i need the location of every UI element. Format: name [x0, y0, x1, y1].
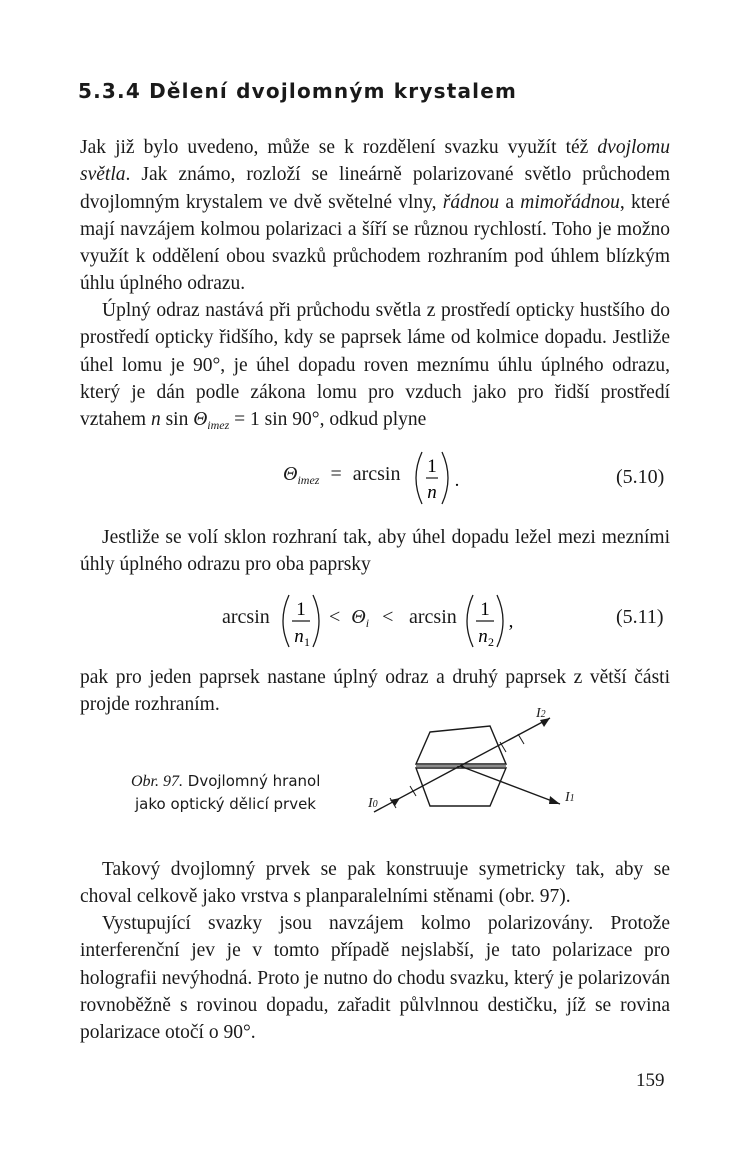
figure-prism-diagram: [360, 700, 610, 830]
equation-5-10-label: (5.10): [616, 466, 665, 488]
eq-5-11-numerator-1: 1: [296, 599, 306, 620]
lower-prism: [416, 768, 506, 806]
beam-i2: [460, 718, 550, 766]
eq-5-10-numerator: 1: [427, 456, 437, 477]
equation-5-11-fraction-1: [279, 591, 321, 651]
incident-beam: [374, 766, 460, 812]
eq-5-11-denominator-2-sub: 2: [488, 635, 494, 649]
paragraph-4: pak pro jeden paprsek nastane úplný odraz a druhý paprsek z větší části projde rozhraním.: [80, 667, 670, 716]
equation-5-11-fraction-2: [463, 591, 518, 651]
paragraph-3: Jestliže se volí sklon rozhraní tak, aby úhel dopadu ležel mezi mezními úhly úplného odrazu pro oba paprsky: [80, 527, 670, 576]
eq-5-11-numerator-2: 1: [480, 599, 490, 620]
upper-prism: [416, 726, 506, 764]
beam-i1: [460, 766, 560, 804]
page-number: 159: [636, 1070, 665, 1091]
eq-5-11-denominator-2: n: [478, 626, 488, 647]
eq-5-11-denominator-1: n: [294, 626, 304, 647]
figure-caption: Obr. 97. Dvojlomný hranol jako optický dělicí prvek: [131, 772, 321, 813]
paragraph-6: Vystupující svazky jsou navzájem kolmo polarizovány. Protože interferenční jev je v tomto případě nejslabší, je tato polarizace pro holografii nevýhodná. Proto je nutno do chodu svazku, který je polarizován rovnoběžně s rovinou dopadu, zařadit půlvlnnou destičku, jíž se rovina polarizace otočí o 90°.: [80, 913, 670, 1044]
equation-5-11-func-1: arcsin: [222, 606, 270, 628]
equation-5-11-func-2: arcsin: [409, 606, 457, 628]
paragraph-1: Jak již bylo uvedeno, může se k rozdělení svazku využít též dvojlomu světla. Jak známo, rozloží se lineárně polarizované světlo průchodem dvojlomným krystalem ve dvě světelné vlny, řádnou a mimořádnou, které mají navzájem kolmou polarizaci a šíří se různou rychlostí. Toho je možno využít k oddělení obou svazků průchodem rozhraním pod úhlem blízkým úhlu úplného odrazu.: [80, 137, 670, 295]
eq-5-10-denominator: n: [427, 482, 437, 503]
eq-5-11-comma: ,: [508, 611, 514, 632]
equation-5-11-label: (5.11): [616, 606, 664, 628]
eq-5-11-denominator-1-sub: 1: [304, 635, 310, 649]
arrowhead-i1: [549, 796, 560, 804]
equation-5-10: $\Theta_{imez} = \arcsin$: [283, 463, 401, 487]
eq-5-10-dot: .: [454, 470, 460, 491]
label-i0: I0: [368, 796, 378, 811]
paragraph-2: Úplný odraz nastává při průchodu světla z prostředí opticky hustšího do prostředí opticky řidšího, kdy se paprsek láme od kolmice dopadu. Jestliže úhel lomu je 90°, je úhel dopadu roven meznímu úhlu úplného odrazu, který je dán podle zákona lomu pro vzduch jako pro řidší prostředí vztahem n $\sin \Theta_{imez} = 1$ sin 90°, odkud plyne: [80, 300, 670, 433]
paragraph-5: Takový dvojlomný prvek se pak konstruuje symetricky tak, aby se choval celkově jako vrstva s planparalelními stěnami (obr. 97).: [80, 859, 670, 908]
label-i2: I2: [536, 706, 546, 721]
label-i1: I1: [565, 790, 575, 805]
equation-5-10-fraction: [412, 448, 462, 508]
section-heading: 5.3.4 Dělení dvojlomným krystalem: [78, 79, 518, 103]
equation-5-11-middle: < $\Theta_i$ <: [329, 606, 394, 630]
